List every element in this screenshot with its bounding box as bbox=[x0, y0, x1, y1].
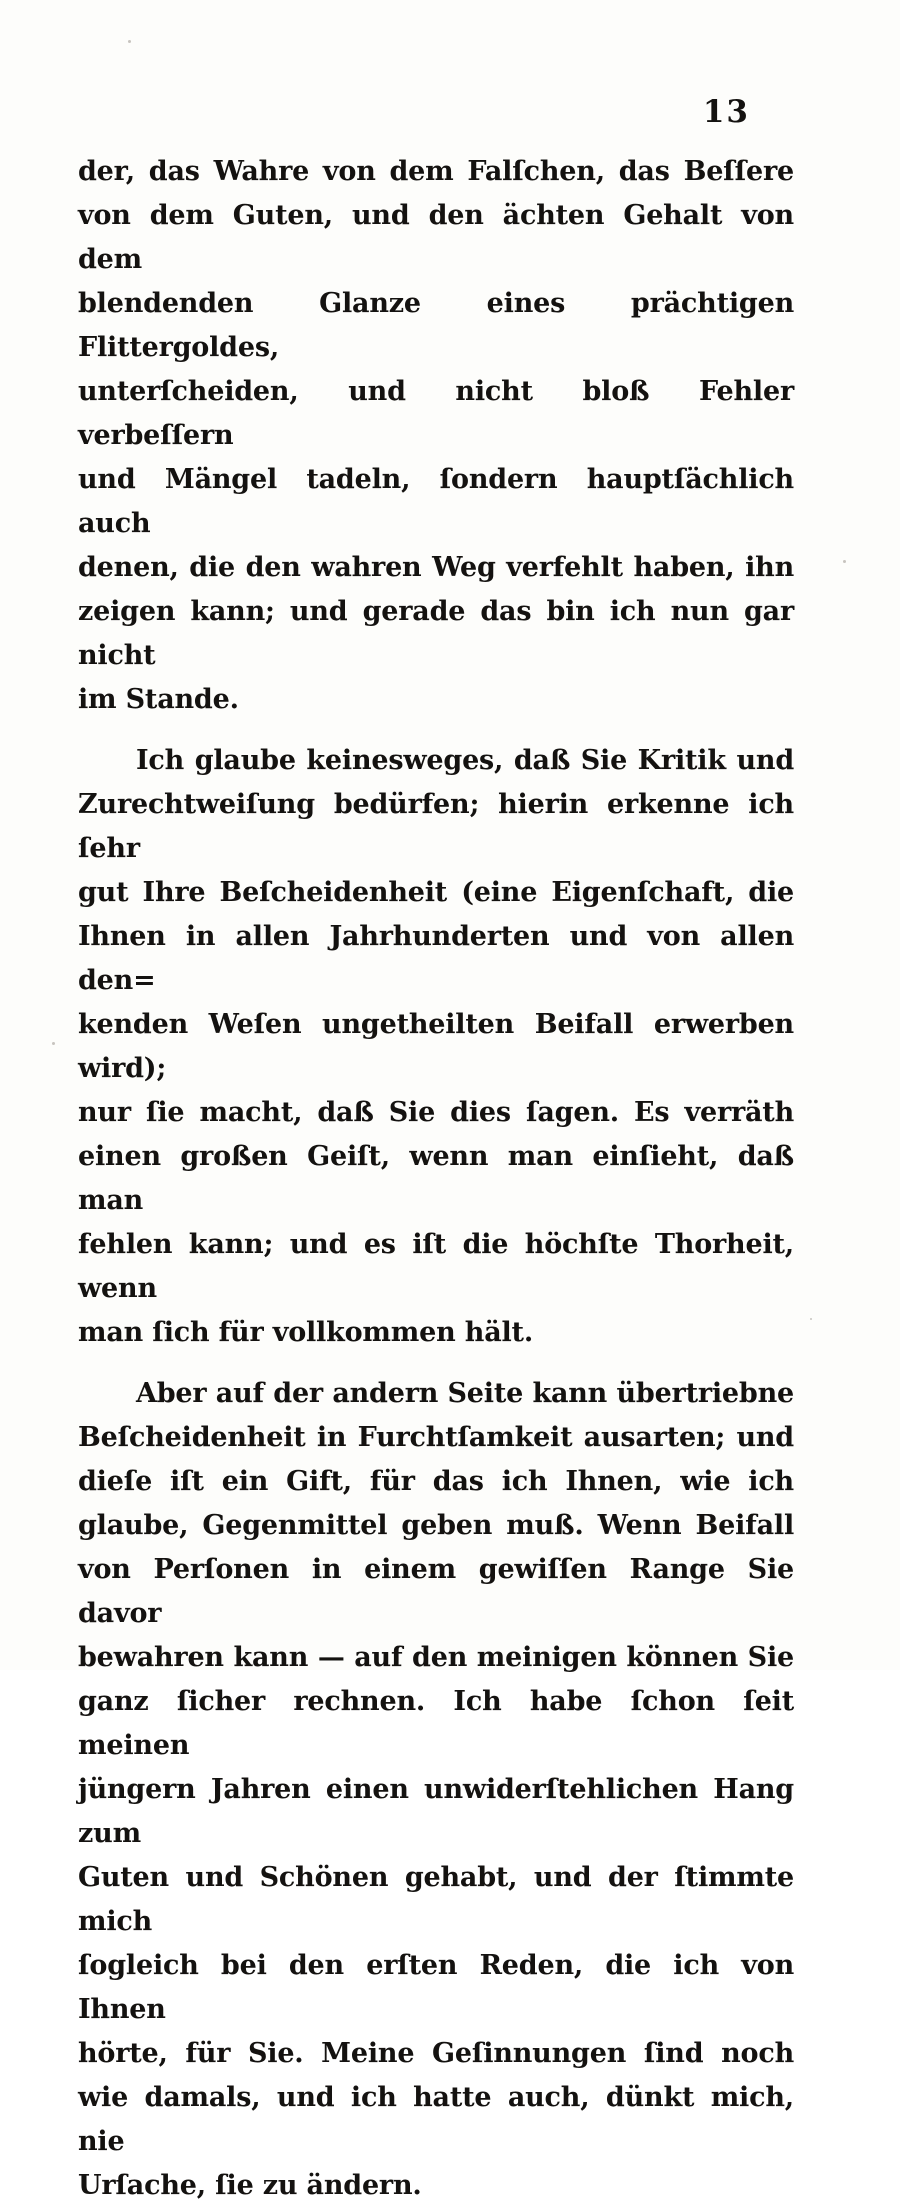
text-line: von dem Guten, und den ächten Gehalt von dem bbox=[78, 200, 794, 275]
text-line: ganz ſicher rechnen. Ich habe ſchon ſeit meinen bbox=[78, 1686, 794, 1761]
text-line: blendenden Glanze eines prächtigen Flittergoldes, bbox=[78, 288, 794, 363]
text-line: nur ſie macht, daß Sie dies ſagen. Es verräth bbox=[78, 1097, 794, 1128]
scan-speck bbox=[810, 1318, 812, 1320]
text-line: und Mängel tadeln, ſondern hauptſächlich auch bbox=[78, 464, 794, 539]
text-line: der, das Wahre von dem Falſchen, das Beſſere bbox=[78, 156, 794, 187]
text-line: wie damals, und ich hatte auch, dünkt mich, nie bbox=[78, 2082, 794, 2157]
text-block bbox=[78, 150, 794, 2208]
text-line: jüngern Jahren einen unwiderſtehlichen Hang zum bbox=[78, 1774, 794, 1849]
text-line: Zurechtweiſung bedürfen; hierin erkenne ich ſehr bbox=[78, 789, 794, 864]
text-line: Guten und Schönen gehabt, und der ſtimmte mich bbox=[78, 1862, 794, 1937]
paragraph bbox=[78, 150, 794, 722]
text-line: zeigen kann; und gerade das bin ich nun gar nicht bbox=[78, 596, 794, 671]
text-line: gut Ihre Beſcheidenheit (eine Eigenſchaft, die bbox=[78, 877, 794, 908]
text-line: fehlen kann; und es iſt die höchſte Thorheit, wenn bbox=[78, 1229, 794, 1304]
text-line: im Stande. bbox=[78, 684, 239, 715]
scan-speck bbox=[128, 40, 131, 43]
text-line: bewahren kann — auf den meinigen können Sie bbox=[78, 1642, 794, 1673]
text-line: man ſich für vollkommen hält. bbox=[78, 1317, 534, 1348]
text-line: hörte, für Sie. Meine Geſinnungen ſind noch bbox=[78, 2038, 794, 2069]
text-line: von Perſonen in einem gewiſſen Range Sie davor bbox=[78, 1554, 794, 1629]
text-line: glaube, Gegenmittel geben muß. Wenn Beifall bbox=[78, 1510, 794, 1541]
text-line: Ich glaube keinesweges, daß Sie Kritik und bbox=[136, 745, 794, 776]
text-line: unterſcheiden, und nicht bloß Fehler verbeſſern bbox=[78, 376, 794, 451]
text-line: dieſe iſt ein Gift, für das ich Ihnen, wie ich bbox=[78, 1466, 794, 1497]
text-line: ſogleich bei den erſten Reden, die ich von Ihnen bbox=[78, 1950, 794, 2025]
text-line: Aber auf der andern Seite kann übertriebne bbox=[136, 1378, 794, 1409]
paragraph bbox=[78, 739, 794, 1355]
text-line: einen großen Geiſt, wenn man einſieht, daß man bbox=[78, 1141, 794, 1216]
text-line: Beſcheidenheit in Furchtſamkeit ausarten; und bbox=[78, 1422, 794, 1453]
text-line: kenden Weſen ungetheilten Beifall erwerben wird); bbox=[78, 1009, 794, 1084]
paragraph bbox=[78, 1372, 794, 2208]
scan-speck bbox=[52, 1042, 55, 1045]
text-line: Ihnen in allen Jahrhunderten und von allen den= bbox=[78, 921, 794, 996]
text-line: denen, die den wahren Weg verfehlt haben, ihn bbox=[78, 552, 794, 583]
page-number: 13 bbox=[702, 94, 750, 130]
text-line: Urſache, ſie zu ändern. bbox=[78, 2170, 422, 2201]
scan-speck bbox=[843, 560, 846, 563]
